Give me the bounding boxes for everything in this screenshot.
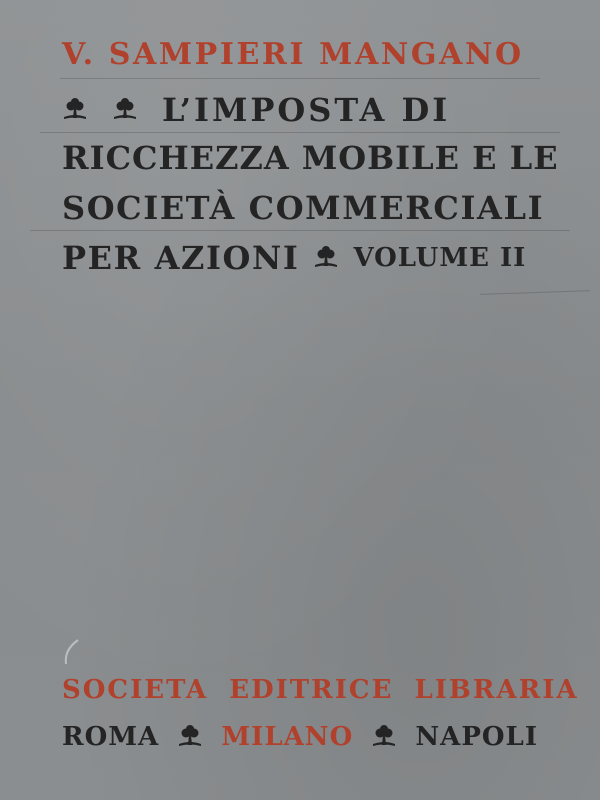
title-line-3 — [62, 189, 545, 227]
city-roma: ROMA — [62, 722, 160, 752]
rule-line — [30, 230, 570, 231]
clover-ornament-icon — [177, 725, 203, 749]
rule-line — [40, 132, 560, 133]
author-name — [62, 37, 538, 72]
city-milano: MILANO — [221, 722, 354, 752]
title-text-2: RICCHEZZA MOBILE E LE — [62, 139, 559, 177]
title-line-4 — [62, 239, 538, 277]
city-napoli: NAPOLI — [415, 722, 538, 752]
rule-line — [480, 290, 590, 295]
author-text: V. SAMPIERI MANGANO — [62, 37, 524, 72]
clover-ornament-icon — [112, 98, 138, 122]
scuff-mark — [58, 638, 90, 668]
clover-ornament-icon — [371, 725, 397, 749]
publisher-text: SOCIETA EDITRICE LIBRARIA — [62, 675, 579, 705]
title-text-4: PER AZIONI — [62, 239, 300, 277]
title-text-3: SOCIETÀ COMMERCIALI — [62, 189, 545, 227]
clover-ornament-icon — [313, 246, 339, 270]
title-text-1: L’IMPOSTA DI — [162, 91, 451, 129]
title-line-1 — [62, 91, 538, 129]
volume-label: VOLUME II — [353, 243, 527, 273]
title-line-2 — [62, 139, 559, 177]
rule-line — [60, 78, 540, 79]
publisher-name — [62, 675, 579, 705]
clover-ornament-icon — [62, 98, 88, 122]
publisher-cities — [62, 724, 538, 750]
